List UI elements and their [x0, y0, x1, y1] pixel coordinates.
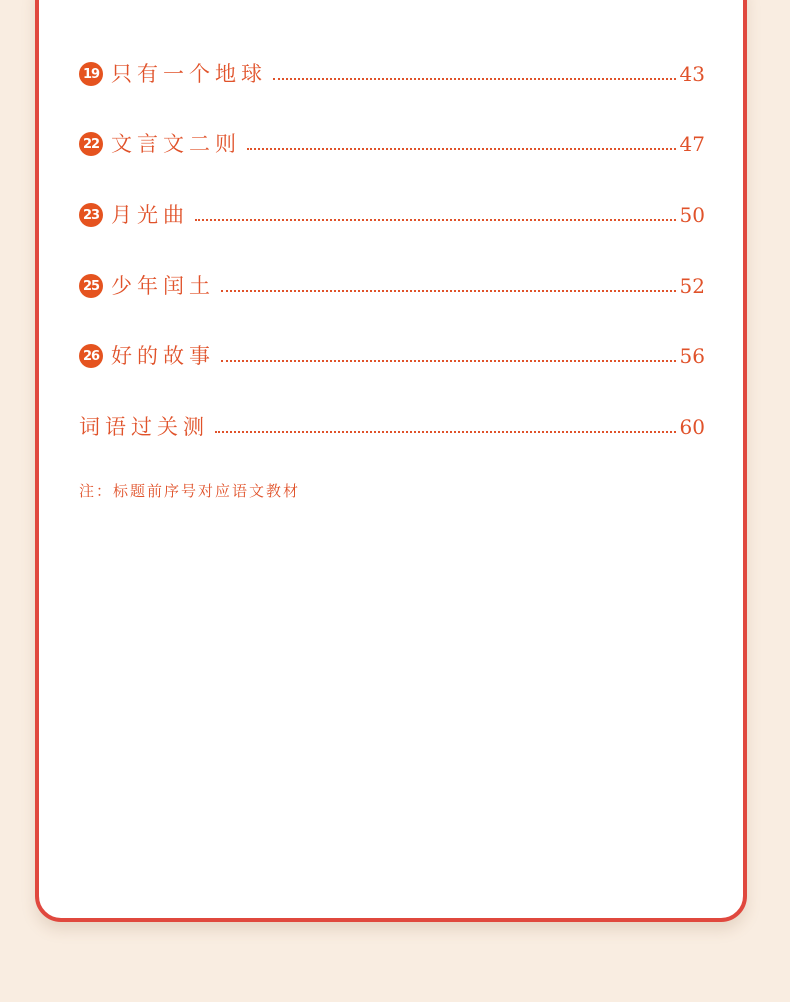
- toc-card: [35, 0, 747, 922]
- lesson-number-badge: 22: [79, 132, 103, 156]
- lesson-number-badge: 26: [79, 344, 103, 368]
- toc-item-22[interactable]: [79, 128, 705, 158]
- toc-item-title: 好的故事: [111, 344, 215, 368]
- dot-leader: [273, 78, 676, 80]
- toc-item-page: 56: [679, 344, 705, 368]
- dot-leader: [215, 431, 676, 433]
- dot-leader: [247, 148, 676, 150]
- dot-leader: [221, 290, 676, 292]
- lesson-number-badge: 19: [79, 62, 103, 86]
- toc-item-title: 少年闰土: [111, 274, 215, 298]
- toc-item-page: 43: [679, 62, 705, 86]
- toc-item-title: 词语过关测: [79, 415, 209, 439]
- toc-item-title: 月光曲: [111, 203, 189, 227]
- dot-leader: [221, 360, 676, 362]
- footnote: 注：标题前序号对应语文教材: [79, 482, 301, 500]
- lesson-number-badge: 25: [79, 274, 103, 298]
- toc-item-page: 50: [679, 203, 705, 227]
- toc-item-title: 文言文二则: [111, 132, 241, 156]
- toc-item-25[interactable]: [79, 270, 705, 300]
- dot-leader: [195, 219, 676, 221]
- toc-item-19[interactable]: [79, 58, 705, 88]
- toc-item-title: 只有一个地球: [111, 62, 267, 86]
- lesson-number-badge: 23: [79, 203, 103, 227]
- toc-item-23[interactable]: [79, 199, 705, 229]
- toc-item-page: 52: [679, 274, 705, 298]
- toc-item-page: 60: [679, 415, 705, 439]
- toc-item-page: 47: [679, 132, 705, 156]
- toc-item-26[interactable]: [79, 340, 705, 370]
- table-of-contents: [39, 0, 743, 918]
- toc-item-vocabulary-test[interactable]: [79, 411, 705, 441]
